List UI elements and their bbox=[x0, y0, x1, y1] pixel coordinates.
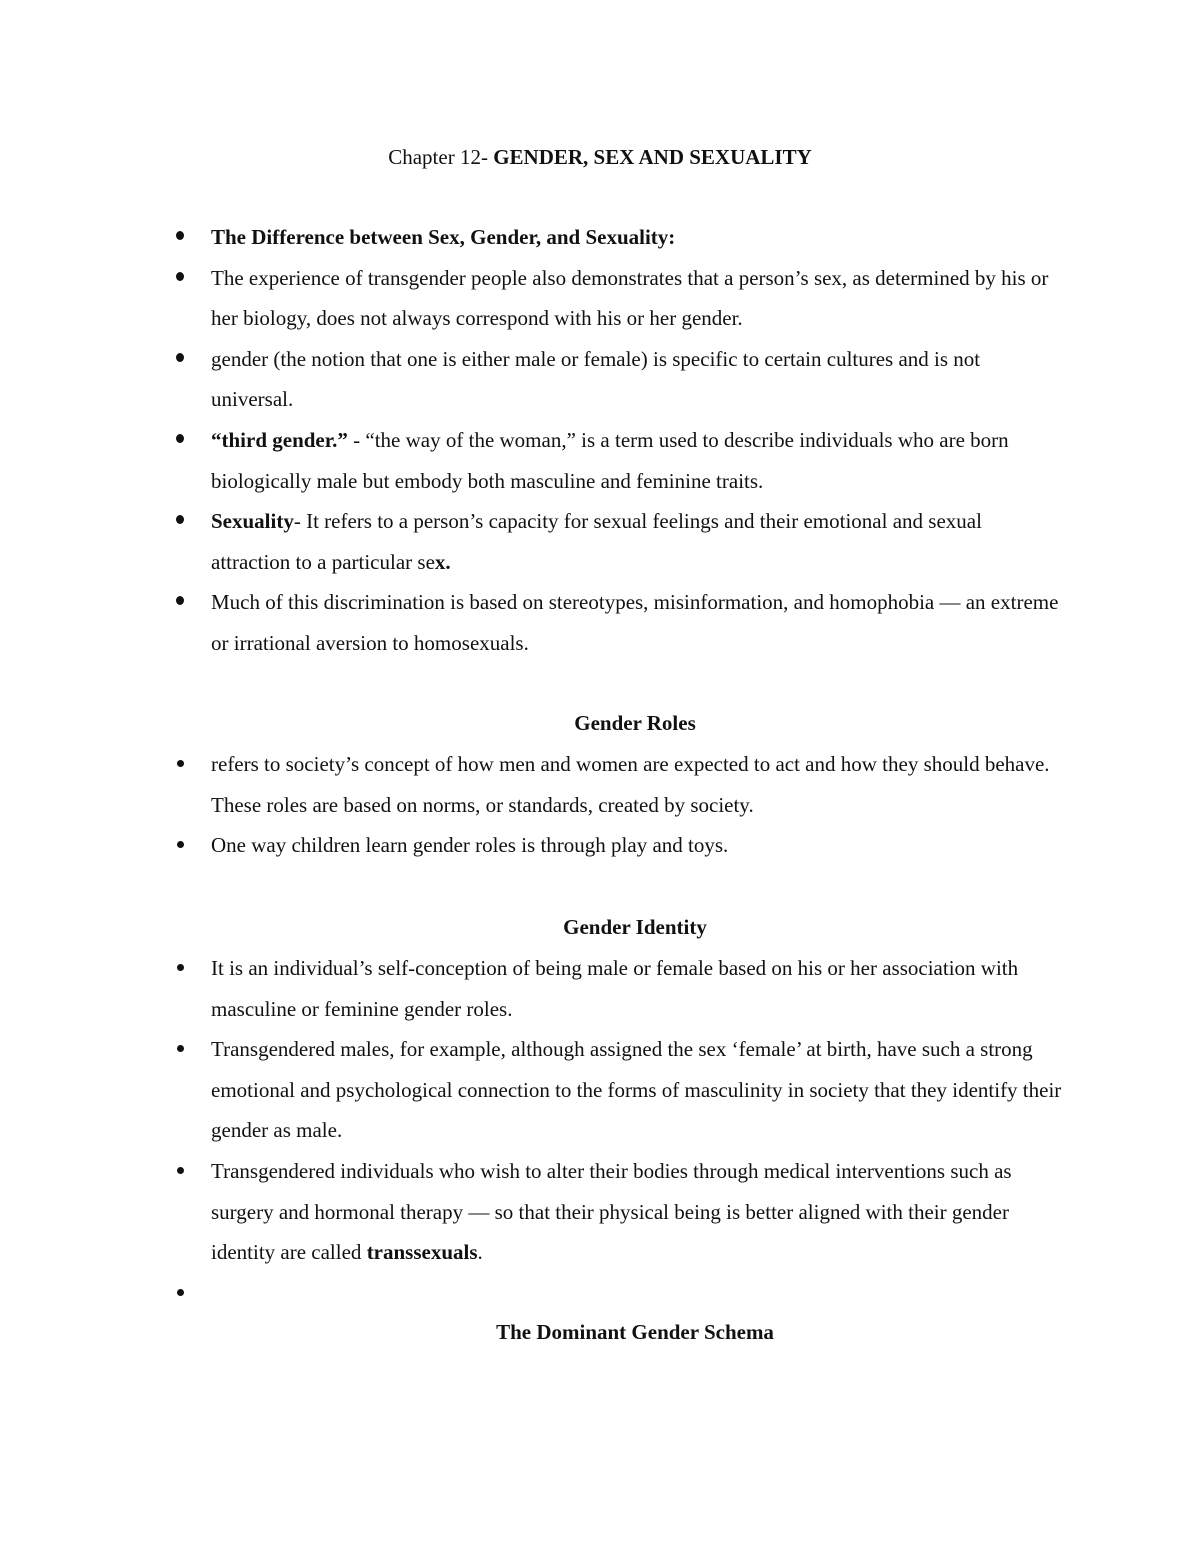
bullet-icon bbox=[177, 1045, 184, 1052]
item-bold-end: transsexuals bbox=[366, 1240, 478, 1265]
title-prefix: Chapter 12- bbox=[388, 145, 494, 169]
item-text: - It refers to a person’s capacity for sexual feelings and their emotional and sexual attraction to a particular se bbox=[211, 509, 982, 574]
title-bold: GENDER, SEX AND SEXUALITY bbox=[493, 145, 812, 169]
bullet-icon bbox=[176, 272, 184, 281]
page-title bbox=[0, 142, 1200, 172]
section-3-list bbox=[0, 948, 1200, 1313]
item-text: It is an individual’s self-conception of being male or female based on his or her association with masculine or feminine gender roles. bbox=[211, 956, 1019, 1021]
bullet-icon bbox=[176, 231, 184, 240]
item-bold-end: x. bbox=[434, 549, 451, 574]
list-item bbox=[0, 217, 1200, 258]
item-bold-text: “third gender.” bbox=[211, 427, 348, 452]
list-item bbox=[0, 501, 1200, 582]
item-text: Much of this discrimination is based on stereotypes, misinformation, and homophobia — an extreme or irrational aversion to homosexuals. bbox=[211, 590, 1059, 655]
list-item bbox=[0, 339, 1200, 420]
bullet-icon bbox=[176, 353, 184, 362]
section-1-list bbox=[0, 217, 1200, 664]
list-item bbox=[0, 744, 1200, 825]
item-tail: . bbox=[477, 1240, 483, 1265]
list-item bbox=[0, 825, 1200, 866]
bullet-icon bbox=[177, 1289, 184, 1296]
list-item bbox=[0, 420, 1200, 501]
bullet-icon bbox=[177, 841, 184, 848]
bullet-icon bbox=[177, 964, 184, 971]
item-bold-text: The Difference between Sex, Gender, and Sexuality: bbox=[211, 225, 676, 249]
item-text: gender (the notion that one is either male or female) is specific to certain cultures and is not universal. bbox=[211, 346, 981, 412]
bullet-icon bbox=[177, 1167, 184, 1174]
bullet-icon bbox=[177, 760, 184, 767]
list-item bbox=[0, 1273, 1200, 1314]
item-text: One way children learn gender roles is through play and toys. bbox=[211, 833, 729, 858]
item-text: Transgendered males, for example, although assigned the sex ‘female’ at birth, have such a strong emotional and psychological connection to the forms of masculinity in society that they identify their gender as male. bbox=[211, 1037, 1062, 1143]
list-item bbox=[0, 948, 1200, 1029]
item-text: The experience of transgender people also demonstrates that a person’s sex, as determined by his or her biology, does not always correspond with his or her gender. bbox=[211, 265, 1049, 331]
list-item bbox=[0, 1151, 1200, 1273]
item-text: refers to society’s concept of how men and women are expected to act and how they should behave. These roles are based on norms, or standards, created by society. bbox=[211, 752, 1050, 817]
section-heading-gender-identity: Gender Identity bbox=[563, 915, 707, 939]
list-item bbox=[0, 1029, 1200, 1151]
section-heading-gender-roles: Gender Roles bbox=[574, 711, 696, 735]
list-item bbox=[0, 582, 1200, 663]
bullet-icon bbox=[176, 515, 184, 524]
bullet-icon bbox=[176, 596, 184, 605]
section-heading-dominant-gender-schema: The Dominant Gender Schema bbox=[496, 1320, 774, 1344]
list-item bbox=[0, 258, 1200, 339]
section-2-list bbox=[0, 744, 1200, 866]
item-text: - “the way of the woman,” is a term used to describe individuals who are born biologically male but embody both masculine and feminine traits. bbox=[211, 427, 1009, 493]
item-text: Transgendered individuals who wish to alter their bodies through medical interventions such as surgery and hormonal therapy — so that their physical being is better aligned with their gender identity are called bbox=[211, 1158, 1012, 1265]
item-bold-text: Sexuality bbox=[211, 509, 294, 534]
bullet-icon bbox=[176, 434, 184, 443]
